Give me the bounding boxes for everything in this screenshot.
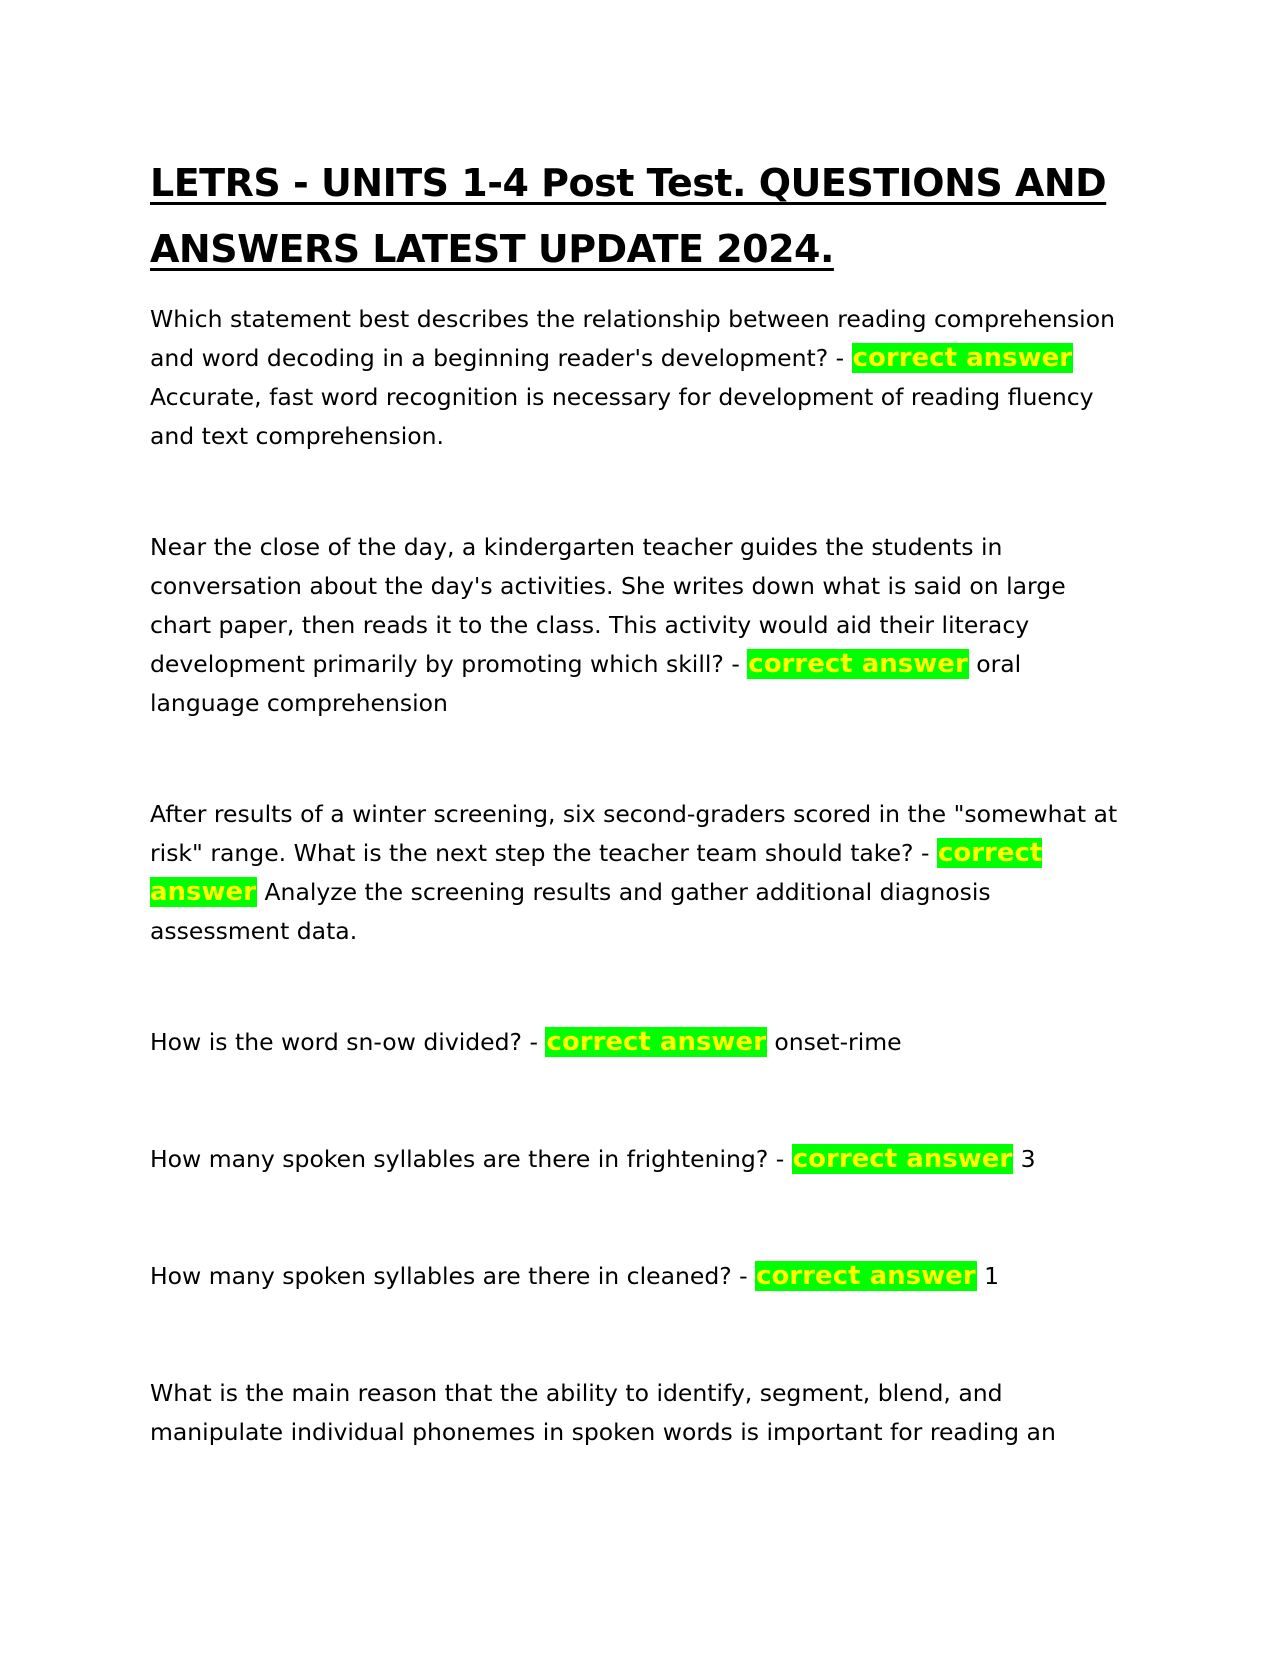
paragraph-spacer <box>150 1179 1130 1257</box>
paragraph-spacer <box>150 1062 1130 1140</box>
question-text: Near the close of the day, a kindergarten teacher guides the students in conversation about the day's activities. She writes down what is said on large chart paper, then reads it to the class. This activity would aid their literacy development primarily by promoting which skill? - <box>150 533 1066 678</box>
qa-item-5 <box>150 1140 1130 1179</box>
answer-text: Accurate, fast word recognition is necessary for development of reading fluency and text comprehension. <box>150 383 1094 450</box>
correct-answer-highlight: correct answer <box>748 649 968 679</box>
qa-item-1 <box>150 300 1130 456</box>
paragraph-spacer <box>150 723 1130 795</box>
qa-item-7 <box>150 1374 1130 1452</box>
correct-answer-highlight: correct answer <box>150 838 1043 907</box>
document-title: LETRS - UNITS 1-4 Post Test. QUESTIONS AND ANSWERS LATEST UPDATE 2024. <box>150 161 1107 271</box>
question-text: What is the main reason that the ability to identify, segment, blend, and manipulate individual phonemes in spoken words is important for reading an <box>150 1379 1056 1446</box>
answer-text: 3 <box>1013 1145 1036 1173</box>
question-text: How many spoken syllables are there in cleaned? - <box>150 1262 756 1290</box>
qa-item-2 <box>150 528 1130 723</box>
qa-item-4 <box>150 1023 1130 1062</box>
question-text: After results of a winter screening, six second-graders scored in the "somewhat at risk" range. What is the next step the teacher team should take? - <box>150 800 1118 867</box>
answer-text: oral language comprehension <box>150 650 1022 717</box>
question-text: How many spoken syllables are there in frightening? - <box>150 1145 792 1173</box>
document-page <box>150 150 1130 1452</box>
paragraph-spacer <box>150 951 1130 1023</box>
correct-answer-highlight: correct answer <box>852 343 1073 373</box>
paragraph-spacer <box>150 1296 1130 1374</box>
correct-answer-highlight: correct answer <box>792 1144 1013 1174</box>
qa-item-6 <box>150 1257 1130 1296</box>
answer-text: 1 <box>976 1262 1000 1290</box>
question-text: Which statement best describes the relationship between reading comprehension and word decoding in a beginning reader's development? - <box>150 305 1115 372</box>
answer-text: Analyze the screening results and gather additional diagnosis assessment data. <box>150 878 991 945</box>
paragraph-spacer <box>150 456 1130 528</box>
question-text: How is the word sn-ow divided? - <box>150 1028 546 1056</box>
correct-answer-highlight: correct answer <box>756 1261 976 1291</box>
correct-answer-highlight: correct answer <box>546 1027 766 1057</box>
qa-item-3 <box>150 795 1130 951</box>
answer-text: onset-rime <box>766 1028 902 1056</box>
